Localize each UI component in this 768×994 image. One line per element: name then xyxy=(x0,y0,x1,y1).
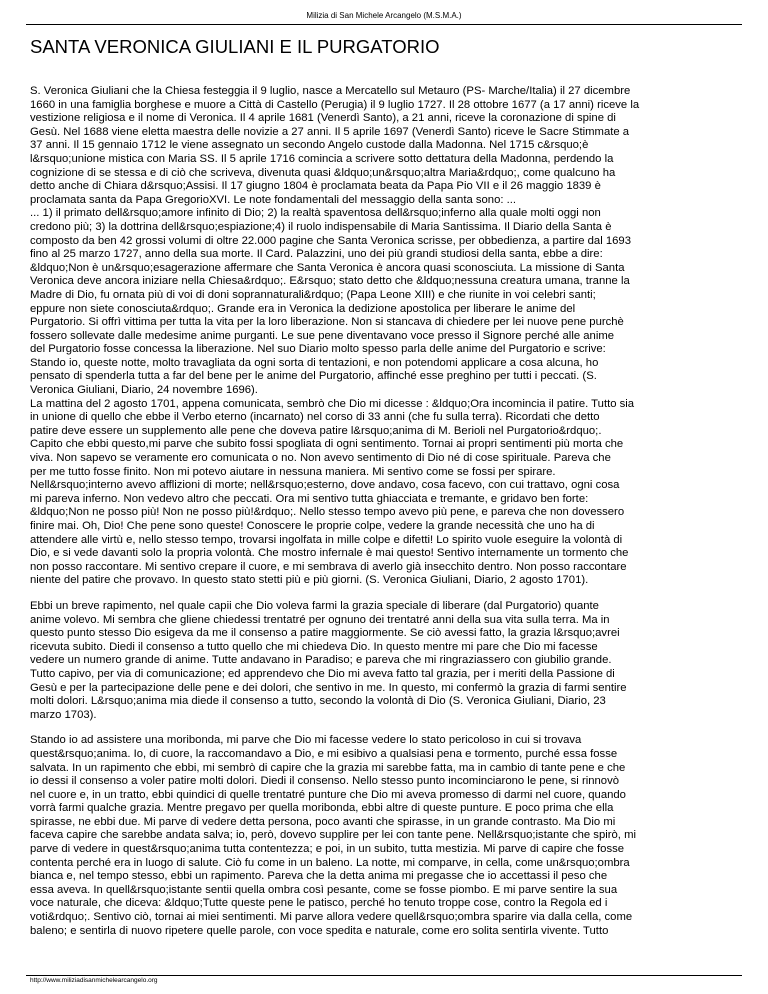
text-line: La mattina del 2 agosto 1701, appena comunicata, sembrò che Dio mi dicesse : &ldquo;Ora incomincia il patire. Tutto sia xyxy=(30,397,635,410)
text-line: molti dolori. L&rsquo;anima mia diede il consenso a tutto, secondo la volontà di Dio (S. Veronica Giuliani, Diario, 23 xyxy=(30,695,606,708)
text-line: voti&rdquo;. Sentivo ciò, tornai ai miei sentimenti. Mi parve allora vedere quell&rsquo;ombra sparire via dalla cella, come xyxy=(30,911,633,924)
text-line: per me tutto fosse finito. Non mi potevo aiutare in nessuna maniera. Mi sentivo come se fossi per spirare. xyxy=(30,465,556,478)
text-line: pensato di spenderla tutta a far del bene per le anime del Purgatorio, affinché esse preghino per tutti i peccati. (S. xyxy=(30,370,597,383)
text-line: vorrà farmi qualche grazia. Mentre pregavo per quella moribonda, ebbi altre di queste punture. E poco prima che ella xyxy=(30,802,614,815)
text-line: voce naturale, che diceva: &ldquo;Tutte queste pene le patisco, perché ho tenuto troppe cose, contro la Regola ed i xyxy=(30,897,608,910)
text-line: del Purgatorio fosse concessa la liberazione. Nel suo Diario molto spesso parla delle anime del Purgatorio e scrive: xyxy=(30,343,606,356)
text-line: ricevuta subito. Diedi il consenso a tutto quello che mi chiedeva Dio. In questo mentre mi pare che Dio mi facesse xyxy=(30,640,598,653)
page-header: Milizia di San Michele Arcangelo (M.S.M.A.) xyxy=(306,11,462,20)
document-body xyxy=(30,85,744,950)
text-line: baleno; e sentirla di nuovo ripetere quelle parole, con voce spedita e naturale, come ero solita sentirla vivente. Tutto xyxy=(30,924,609,937)
text-line: mi pareva inferno. Non vedevo altro che peccati. Ora mi sentivo tutta ghiacciata e tremante, e gridavo ben forte: xyxy=(30,492,589,505)
text-line: finire mai. Oh, Dio! Che pene sono queste! Conoscere le proprie colpe, vedere la grande necessità che uno ha di xyxy=(30,520,595,532)
text-line: ... 1) il primato dell&rsquo;amore infinito di Dio; 2) la realtà spaventosa dell&rsquo;inferno alla quale molti oggi non xyxy=(30,207,601,220)
text-line: Stando io ad assistere una moribonda, mi parve che Dio mi facesse vedere lo stato pericoloso in cui si trovava xyxy=(30,734,582,747)
text-line: patire deve essere un supplemento alle pene che doveva patire l&rsquo;anima di M. Berioli nel Purgatorio&rdquo;. xyxy=(30,424,602,437)
text-line: Gesù. Nel 1688 viene eletta maestra delle novizie a 27 anni. Il 5 aprile 1697 (Venerdì Santo) riceve le Sacre Stimmate a xyxy=(30,125,630,138)
text-line: 1660 in una famiglia borghese e muore a Città di Castello (Perugia) il 9 luglio 1727. Il 28 ottobre 1677 (a 17 anni) riceve la xyxy=(30,98,640,111)
text-line: marzo 1703). xyxy=(30,708,97,721)
text-line: Veronica deve ancora iniziare nella Chiesa&rdquo;. E&rsquo; stato detto che &ldquo;nessuna creatura umana, tranne la xyxy=(30,275,630,288)
text-line: nel cuore e, in un tratto, ebbi quindici di quelle trentatré punture che Dio mi aveva promesso di darmi nel cuore, quando xyxy=(30,788,626,801)
text-line: Nell&rsquo;interno avevo afflizioni di morte; nell&rsquo;esterno, dove andavo, cosa facevo, con cui trattavo, ogni cosa xyxy=(30,479,620,492)
text-line: proclamata santa da Papa GregorioXVI. Le note fondamentali del messaggio della santa sono: ... xyxy=(30,193,517,206)
text-line: l&rsquo;unione mistica con Maria SS. Il 5 aprile 1716 comincia a scrivere sotto dettatura della Madonna, perdendo la xyxy=(30,152,614,165)
text-line: Veronica Giuliani, Diario, 24 novembre 1696). xyxy=(30,384,258,397)
header-divider xyxy=(26,24,742,25)
text-line: eppure non siete conosciuta&rdquo;. Grande era in Veronica la dedizione apostolica per liberare le anime del xyxy=(30,302,576,315)
text-line: Tutto capivo, per via di comunicazione; ed apprendevo che Dio mi aveva fatto tal grazia, per i meriti della Passione di xyxy=(30,667,615,680)
text-line: viva. Non sapevo se veramente ero comunicata o no. Non avevo sentimento di Dio né di cose spirituale. Pareva che xyxy=(30,452,611,465)
text-line: salvata. In un rapimento che ebbi, mi sembrò di capire che la grazia mi sarebbe fatta, ma in cambio di tante pene e che xyxy=(30,761,626,774)
text-line: fossero sollevate dalle medesime anime purganti. Le sue pene diventavano voce presso il Signore perché alle anime xyxy=(30,329,615,342)
text-line: S. Veronica Giuliani che la Chiesa festeggia il 9 luglio, nasce a Mercatello sul Metauro (PS- Marche/Italia) il 27 dicembre xyxy=(30,85,631,97)
text-line: Gesù e per la partecipazione delle pene e dei dolori, che sentivo in me. In questo, mi confermò la grazia di farmi sentire xyxy=(30,681,627,694)
text-line: anime volevo. Mi sembra che gliene chiedessi trentatré per ognuno dei trentatré anni della sua vita sulla terra. Ma in xyxy=(30,613,610,626)
text-line: faceva capire che sarebbe andata salva; io, però, dovevo supplire per lei con tante pene. Nell&rsquo;istante che spirò, mi xyxy=(30,829,636,842)
text-line: in unione di quello che ebbe il Verbo eterno (incarnato) nel corso di 33 anni (che fu sulla terra). Ricordati che detto xyxy=(30,411,600,424)
text-line: cognizione di se stessa e di ciò che scriveva, divenuta quasi &ldquo;un&rsquo;altra Maria&rdquo;, come qualcuno ha xyxy=(30,166,616,179)
text-line: spirasse, ne ebbi due. Mi parve di vedere detta persona, poco avanti che spirasse, in un grande contrasto. Ma Dio mi xyxy=(30,815,616,828)
paragraph-dying-woman xyxy=(30,734,744,938)
text-line: composto da ben 42 grossi volumi di oltre 22.000 pagine che Santa Veronica scrisse, per obbedienza, a partire dal 1693 xyxy=(30,234,631,247)
text-line: vestizione religiosa e il nome di Veronica. Il 4 aprile 1681 (Venerdì Santo), a 21 anni, riceve la coronazione di spine di xyxy=(30,112,616,125)
paragraph-intro xyxy=(30,85,744,588)
text-line: vedere un numero grande di anime. Tutte andavano in Paradiso; e pareva che mi ringraziassero con giubilio grande. xyxy=(30,654,612,667)
text-line: quest&rsquo;anima. Io, di cuore, la raccomandavo a Dio, e mi esibivo a qualsiasi pena e tormento, purché essa fosse xyxy=(30,747,618,760)
text-line: non posso raccontare. Mi sentivo crepare il cuore, e mi sembrava di averlo già insecchito dentro. Non posso raccontare xyxy=(30,560,627,573)
text-line: Ebbi un breve rapimento, nel quale capii che Dio voleva farmi la grazia speciale di liberare (dal Purgatorio) quante xyxy=(30,599,599,612)
text-line: 37 anni. Il 15 gennaio 1712 le viene assegnato un secondo Angelo custode dalla Madonna. Nel 1715 c&rsquo;è xyxy=(30,139,589,152)
text-line: contenta perché era in luogo di salute. Ciò fu come in un baleno. La notte, mi comparve, in cella, come un&rsquo;ombra xyxy=(30,856,630,869)
text-line: Madre di Dio, fu ornata più di voi di doni soprannaturali&rdquo; (Papa Leone XIII) e che riunite in voi celebri santi; xyxy=(30,288,596,301)
page-title: SANTA VERONICA GIULIANI E IL PURGATORIO xyxy=(30,36,440,57)
footer-divider xyxy=(26,975,742,976)
text-line: questo punto stesso Dio esigeva da me il consenso a patire maggiormente. Se ciò avessi fatto, la grazia l&rsquo;avrei xyxy=(30,627,620,640)
text-line: parve di vedere in quest&rsquo;anima tutta contentezza; e poi, in un subito, tutta mestizia. Mi parve di capire che fosse xyxy=(30,843,625,856)
text-line: detto anche di Chiara d&rsquo;Assisi. Il 17 giugno 1804 è proclamata beata da Papa Pio VII e il 26 maggio 1839 è xyxy=(30,180,601,193)
text-line: Purgatorio. Si offrì vittima per tutta la vita per la loro liberazione. Non si stancava di chiedere per lei nuove pene purchè xyxy=(30,316,624,329)
text-line: niente del patire che provavo. In questo stato stetti più e più giorni. (S. Veronica Giuliani, Diario, 2 agosto 1701). xyxy=(30,574,589,587)
text-line: essa aveva. In quell&rsquo;istante sentii quella ombra così pesante, come se fosse piombo. E mi parve sentire la sua xyxy=(30,883,618,896)
text-line: attendere alle virtù e, nello stesso tempo, trovarsi ingolfata in mille colpe e difetti! Lo spirito vuole eseguire la volontà di xyxy=(30,533,623,546)
text-line: Dio, e si vede davanti solo la propria volontà. Che mostro infernale è mai questo! Sentivo internamente un tormento che xyxy=(30,547,629,560)
text-line: io dessi il consenso a voler patire molti dolori. Diedi il consenso. Nello stesso punto incominciarono le pene, si rinnovò xyxy=(30,775,619,788)
text-line: Capito che ebbi questo,mi parve che subito fossi spogliata di ogni sentimento. Tornai ai propri sentimenti più morta che xyxy=(30,438,624,451)
text-line: credono più; 3) la dottrina dell&rsquo;espiazione;4) il ruolo indispensabile di Maria Santissima. Il Diario della Santa è xyxy=(30,220,612,233)
text-line: fino al 25 marzo 1727, anno della sua morte. Il Card. Palazzini, uno dei più grandi studiosi della santa, ebbe a dire: xyxy=(30,248,603,261)
paragraph-rapture xyxy=(30,600,744,722)
text-line: &ldquo;Non è un&rsquo;esagerazione affermare che Santa Veronica è ancora quasi sconosciuta. La missione di Santa xyxy=(30,261,625,274)
text-line: &ldquo;Non ne posso più! Non ne posso più!&rdquo;. Nello stesso tempo avevo più pene, e pareva che non dovessero xyxy=(30,506,625,519)
text-line: bianca e, nel tempo stesso, ebbi un rapimento. Pareva che la detta anima mi pregasse che io accettassi il peso che xyxy=(30,870,608,883)
footer-url: http://www.miliziadisanmichelearcangelo.org xyxy=(30,977,158,984)
text-line: Stando io, queste notte, molto travagliata da ogni sorta di tentazioni, e non potendomi applicare a cosa alcuna, ho xyxy=(30,356,599,369)
